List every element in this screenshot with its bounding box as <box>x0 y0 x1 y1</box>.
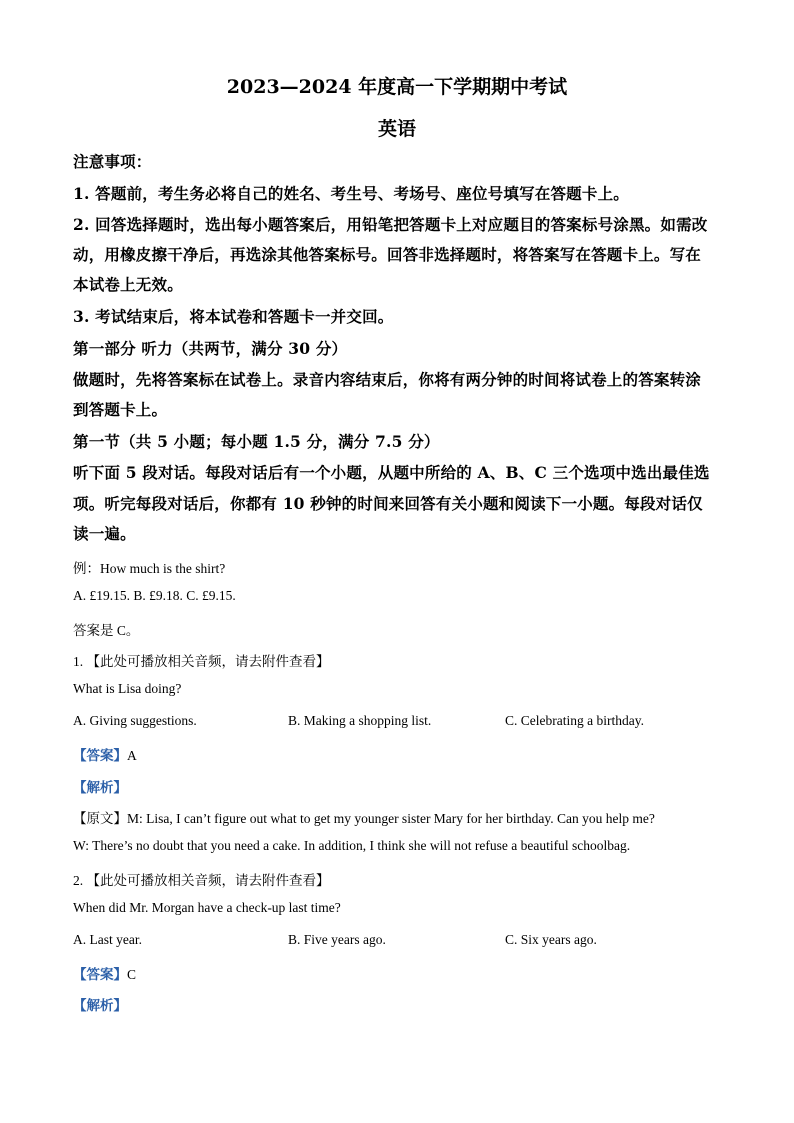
q2-analysis-row <box>73 994 127 1014</box>
q1-option-c: C. Celebrating a birthday. <box>505 713 644 728</box>
example-question: 例：How much is the shirt? <box>73 561 226 576</box>
part1-instruction-line-2: 到答题卡上。 <box>73 400 168 419</box>
example-answer: 答案是 C。 <box>73 623 140 638</box>
q1-transcript-tag: 【原文】 <box>73 811 127 826</box>
q2-option-b: B. Five years ago. <box>288 932 386 947</box>
example-options: A. £19.15. B. £9.18. C. £9.15. <box>73 588 236 603</box>
notice-heading: 注意事项： <box>73 152 152 171</box>
q1-audio-note: 1. 【此处可播放相关音频，请去附件查看】 <box>73 654 330 669</box>
q2-option-c: C. Six years ago. <box>505 932 597 947</box>
q2-answer-row <box>73 963 136 983</box>
exam-subject: 英语 <box>377 118 416 140</box>
q1-question: What is Lisa doing? <box>73 681 182 696</box>
section1-instruction-line-3: 读一遍。 <box>73 524 136 543</box>
q1-option-b: B. Making a shopping list. <box>288 713 432 728</box>
q1-answer-row <box>73 744 137 764</box>
q2-answer-value: C <box>127 967 137 982</box>
q1-analysis-row <box>73 776 127 796</box>
q1-option-a: A. Giving suggestions. <box>73 713 197 728</box>
q2-answer-tag: 【答案】 <box>73 967 127 982</box>
notice-item-2-line-1: 2. 回答选择题时，选出每小题答案后，用铅笔把答题卡上对应题目的答案标号涂黑。如需改 <box>73 215 708 234</box>
q1-answer-value: A <box>127 748 137 763</box>
q1-answer-tag: 【答案】 <box>73 748 127 763</box>
q2-question: When did Mr. Morgan have a check-up last time? <box>73 900 341 915</box>
exam-title: 2023—2024 年度高一下学期期中考试 <box>226 76 568 98</box>
q1-transcript-w: W: There’s no doubt that you need a cake. In addition, I think she will not refuse a beautiful schoolbag. <box>73 838 631 853</box>
notice-item-2-line-2: 动，用橡皮擦干净后，再选涂其他答案标号。回答非选择题时，将答案写在答题卡上。写在 <box>73 245 702 264</box>
notice-item-3: 3. 考试结束后，将本试卷和答题卡一并交回。 <box>73 307 394 326</box>
part1-instruction-line-1: 做题时，先将答案标在试卷上。录音内容结束后，你将有两分钟的时间将试卷上的答案转涂 <box>73 370 702 389</box>
section1-instruction-line-1: 听下面 5 段对话。每段对话后有一个小题，从题中所给的 A、B、C 三个选项中选出最佳选 <box>73 463 710 482</box>
q1-analysis-tag: 【解析】 <box>73 780 127 795</box>
notice-item-2-line-3: 本试卷上无效。 <box>73 275 183 294</box>
part1-heading: 第一部分 听力（共两节，满分 30 分） <box>73 339 348 358</box>
q1-transcript-row <box>73 807 655 827</box>
q2-analysis-tag: 【解析】 <box>73 998 127 1013</box>
q2-option-a: A. Last year. <box>73 932 142 947</box>
section1-instruction-line-2: 项。听完每段对话后，你都有 10 秒钟的时间来回答有关小题和阅读下一小题。每段对话仅 <box>73 494 703 513</box>
q2-audio-note: 2. 【此处可播放相关音频，请去附件查看】 <box>73 873 330 888</box>
notice-item-1: 1. 答题前，考生务必将自己的姓名、考生号、考场号、座位号填写在答题卡上。 <box>73 184 629 203</box>
q1-transcript-m: M: Lisa, I can’t figure out what to get my younger sister Mary for her birthday. Can you help me? <box>127 811 655 826</box>
section1-heading: 第一节（共 5 小题；每小题 1.5 分，满分 7.5 分） <box>73 432 440 451</box>
